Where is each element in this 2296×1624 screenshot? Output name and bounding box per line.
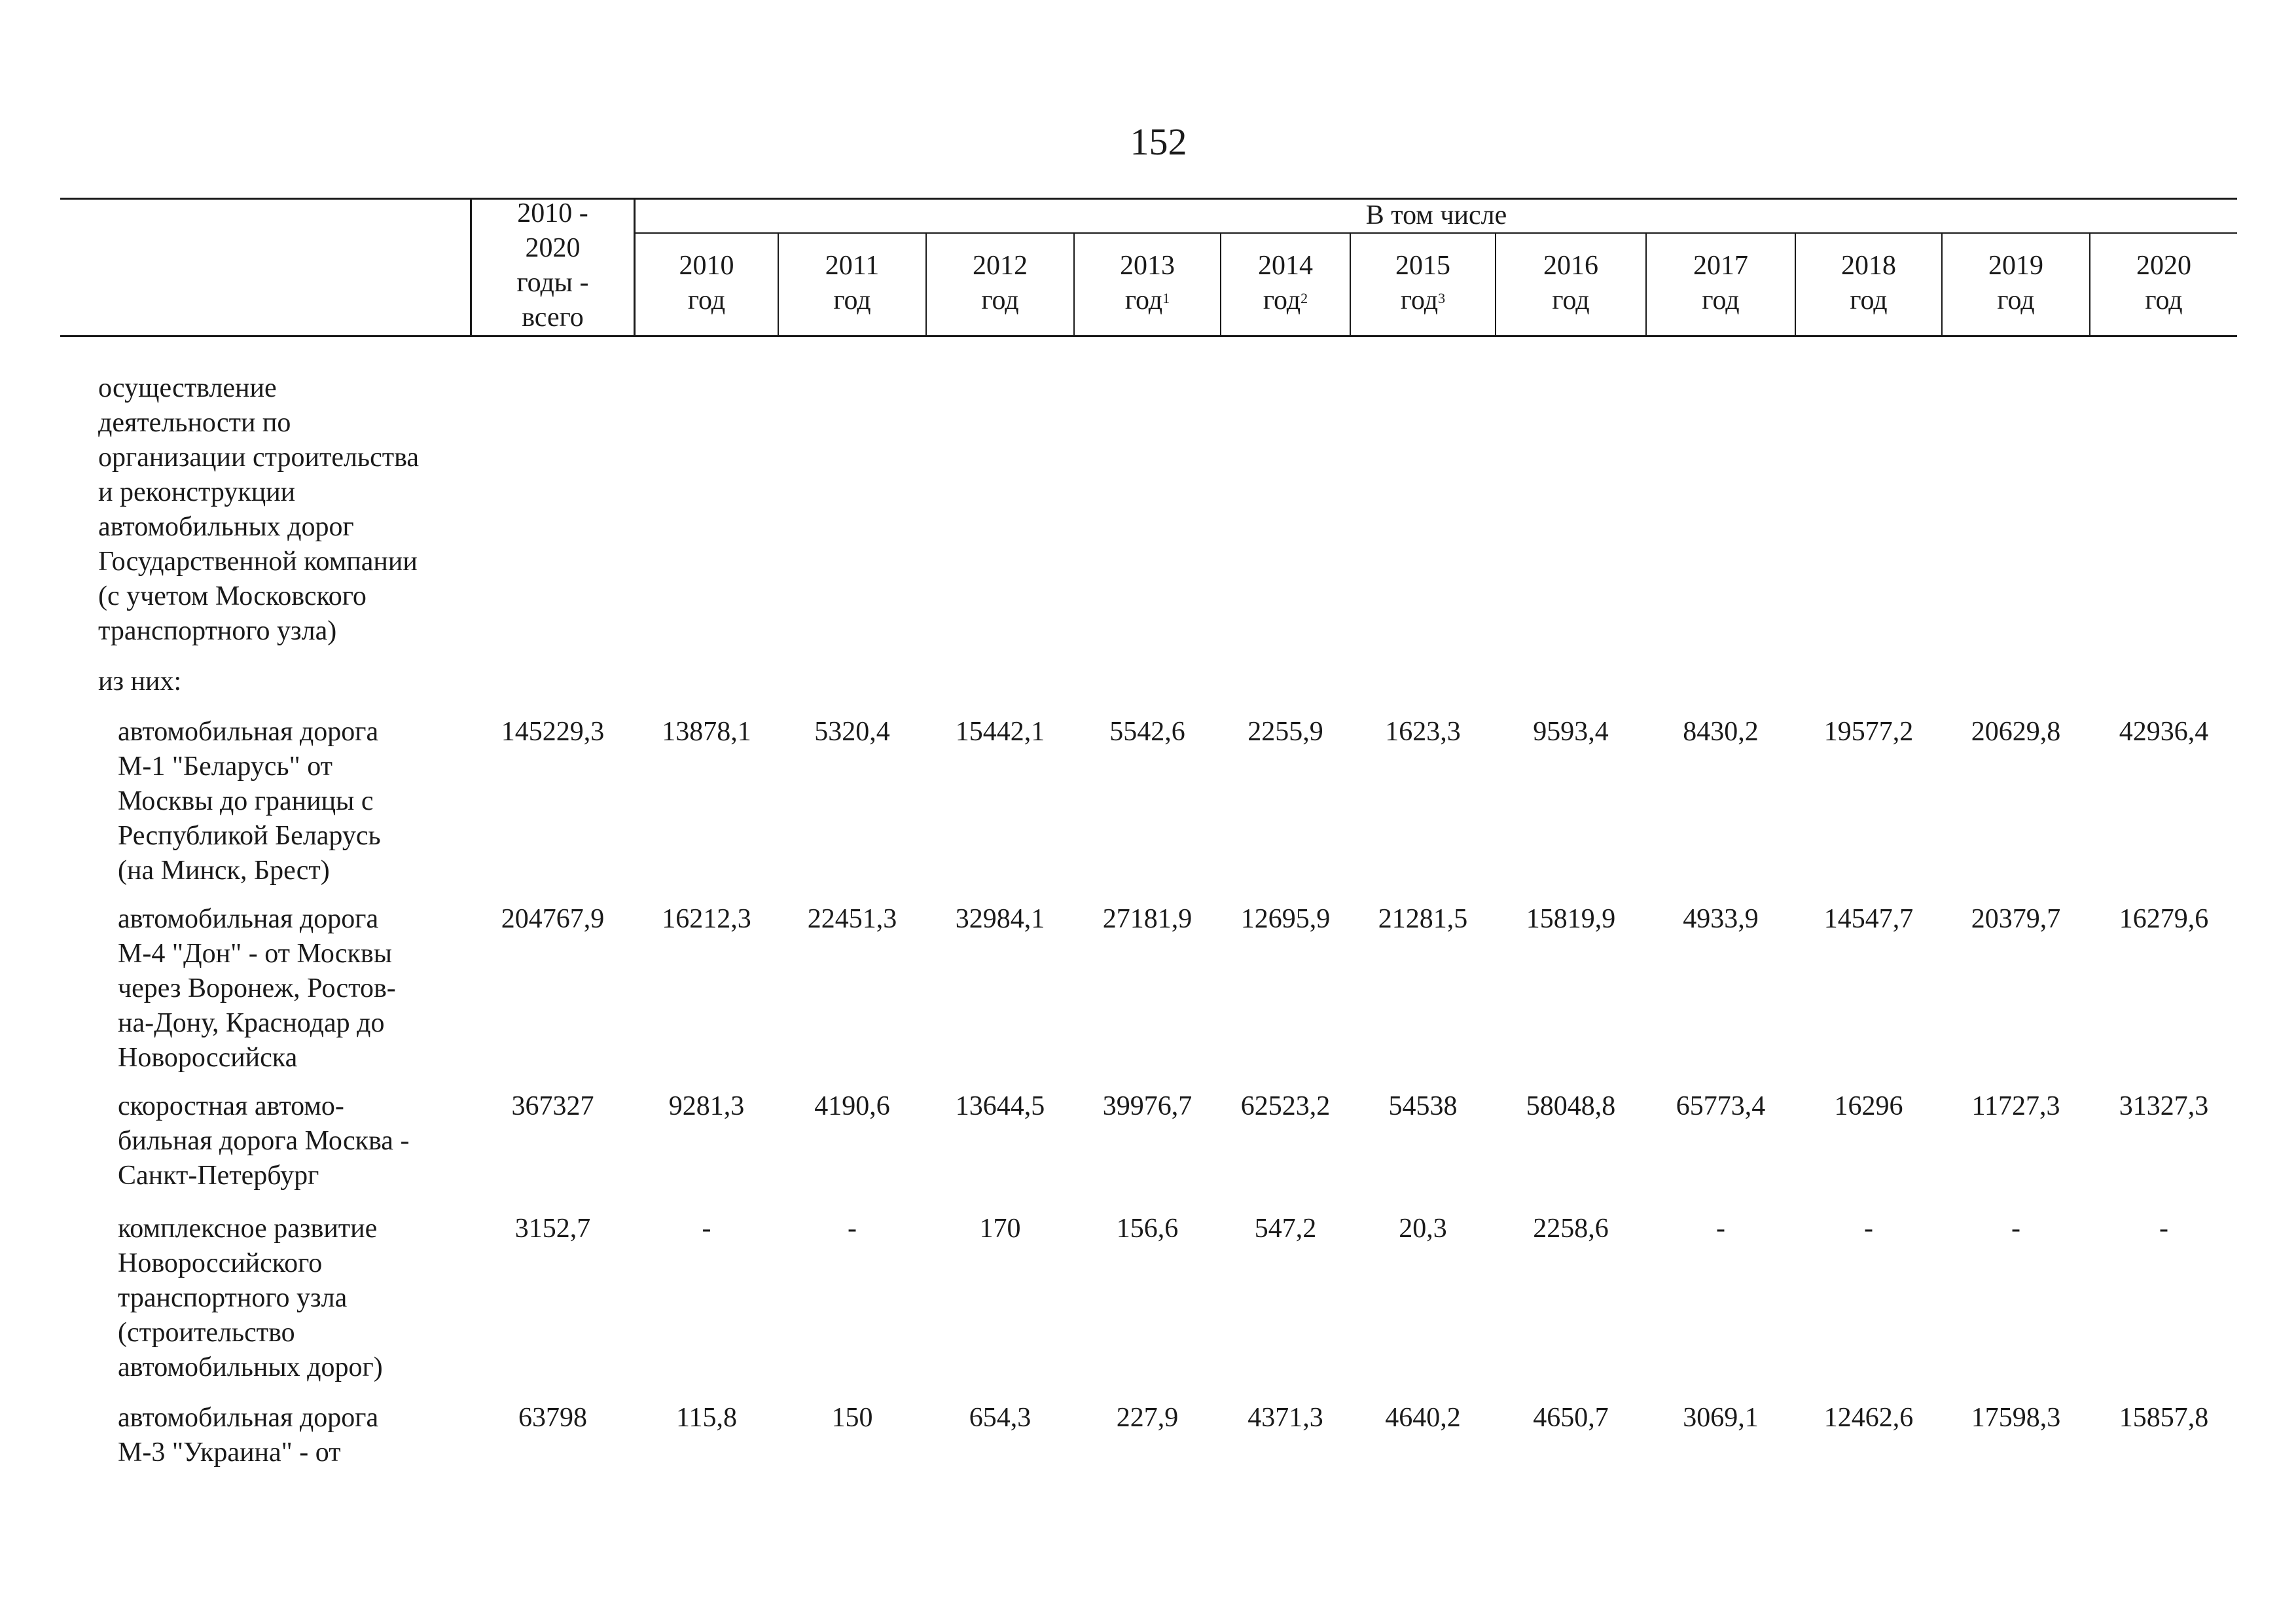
cell-2020: 42936,4 [2119,717,2209,747]
cell-2015: 1623,3 [1385,717,1461,747]
cell-total: 3152,7 [514,1214,591,1244]
cell-2010: 115,8 [676,1403,737,1433]
row-label: автомобильная дорога М-3 "Украина" - от [118,1403,379,1468]
header-total-column: 2010 - 2020 годы - всего [516,198,589,333]
cell-2016: 58048,8 [1526,1091,1616,1121]
header-group-label: В том числе [1365,200,1507,230]
cell-2020: 15857,8 [2119,1403,2209,1433]
cell-2013: 27181,9 [1102,904,1193,934]
cell-2013: 227,9 [1116,1403,1179,1433]
header-year-2017: 2017 год [1693,251,1748,316]
header-year-2013: 2013 год$^1$ [1120,251,1175,316]
cell-2017: 65773,4 [1676,1091,1766,1121]
cell-total: 63798 [518,1403,587,1433]
cell-2013: 39976,7 [1102,1091,1193,1121]
header-year-2014: 2014 год$^2$ [1258,251,1313,316]
cell-total: 204767,9 [501,904,605,934]
cell-2019: 17598,3 [1971,1403,2061,1433]
header-year-2010: 2010 год [679,251,734,316]
page-number: 152 [1130,120,1187,163]
cell-2018: 14547,7 [1823,904,1914,934]
cell-2019: 11727,3 [1971,1091,2060,1121]
cell-2016: 9593,4 [1533,717,1609,747]
cell-2014: 2255,9 [1247,717,1323,747]
cell-2016: 4650,7 [1533,1403,1609,1433]
table-header-bottom-rule [60,335,2237,337]
cell-2015: 54538 [1388,1091,1458,1121]
header-year-2012: 2012 год [973,251,1028,316]
row-label: автомобильная дорога М-4 "Дон" - от Москвы через Воронеж, Ростов- на-Дону, Краснодар до Новороссийска [118,904,396,1073]
cell-2015: 20,3 [1399,1214,1447,1244]
cell-2019: 20379,7 [1971,904,2061,934]
header-year-2018: 2018 год [1841,251,1896,316]
cell-2014: 62523,2 [1240,1091,1331,1121]
cell-2011: 150 [831,1403,873,1433]
cell-2017: 8430,2 [1683,717,1759,747]
cell-2020: 31327,3 [2119,1091,2209,1121]
cell-2010: 13878,1 [662,717,751,747]
row-label: комплексное развитие Новороссийского транспортного узла (строительство автомобильных дорог) [118,1214,383,1382]
header-year-2019: 2019 год [1988,251,2043,316]
section-title: осуществление деятельности по организации строительства и реконструкции автомобильных дорог Государственной компании (с учетом Московского транспортного узла) [98,373,419,646]
cell-2017: - [1716,1214,1725,1244]
cell-2012: 15442,1 [955,717,1045,747]
cell-2015: 21281,5 [1378,904,1468,934]
cell-total: 145229,3 [501,717,605,747]
cell-2019: - [2011,1214,2020,1244]
cell-2011: 22451,3 [807,904,897,934]
cell-2020: - [2159,1214,2168,1244]
cell-2010: - [702,1214,711,1244]
header-year-2020: 2020 год [2136,251,2191,316]
row-label: скоростная автомо- бильная дорога Москва - Санкт-Петербург [118,1091,410,1191]
cell-2014: 547,2 [1254,1214,1317,1244]
cell-2013: 156,6 [1116,1214,1179,1244]
cell-2013: 5542,6 [1109,717,1185,747]
cell-2011: 4190,6 [814,1091,890,1121]
cell-2018: 19577,2 [1823,717,1914,747]
header-year-2011: 2011 год [825,251,880,316]
footnote-marker: 1 [1162,290,1170,306]
header-year-2016: 2016 год [1543,251,1598,316]
footnote-marker: 2 [1300,290,1308,306]
cell-2018: 16296 [1834,1091,1903,1121]
row-label: автомобильная дорога М-1 "Беларусь" от Москвы до границы с Республикой Беларусь (на Минск, Брест) [118,717,381,886]
cell-2011: 5320,4 [814,717,890,747]
cell-2010: 9281,3 [668,1091,745,1121]
cell-2011: - [848,1214,857,1244]
cell-2018: - [1864,1214,1873,1244]
cell-2012: 170 [979,1214,1021,1244]
cell-2014: 12695,9 [1240,904,1331,934]
cell-2017: 3069,1 [1683,1403,1759,1433]
cell-2012: 13644,5 [955,1091,1045,1121]
cell-2014: 4371,3 [1247,1403,1323,1433]
cell-2012: 32984,1 [955,904,1045,934]
cell-2019: 20629,8 [1971,717,2061,747]
footnote-marker: 3 [1438,290,1446,306]
cell-2010: 16212,3 [662,904,751,934]
header-year-2015: 2015 год$^3$ [1395,251,1450,316]
cell-2020: 16279,6 [2119,904,2209,934]
section-subheading: из них: [98,666,182,696]
cell-2012: 654,3 [969,1403,1031,1433]
cell-2016: 2258,6 [1533,1214,1609,1244]
cell-total: 367327 [511,1091,594,1121]
cell-2017: 4933,9 [1683,904,1759,934]
cell-2018: 12462,6 [1823,1403,1914,1433]
cell-2015: 4640,2 [1385,1403,1461,1433]
cell-2016: 15819,9 [1526,904,1616,934]
